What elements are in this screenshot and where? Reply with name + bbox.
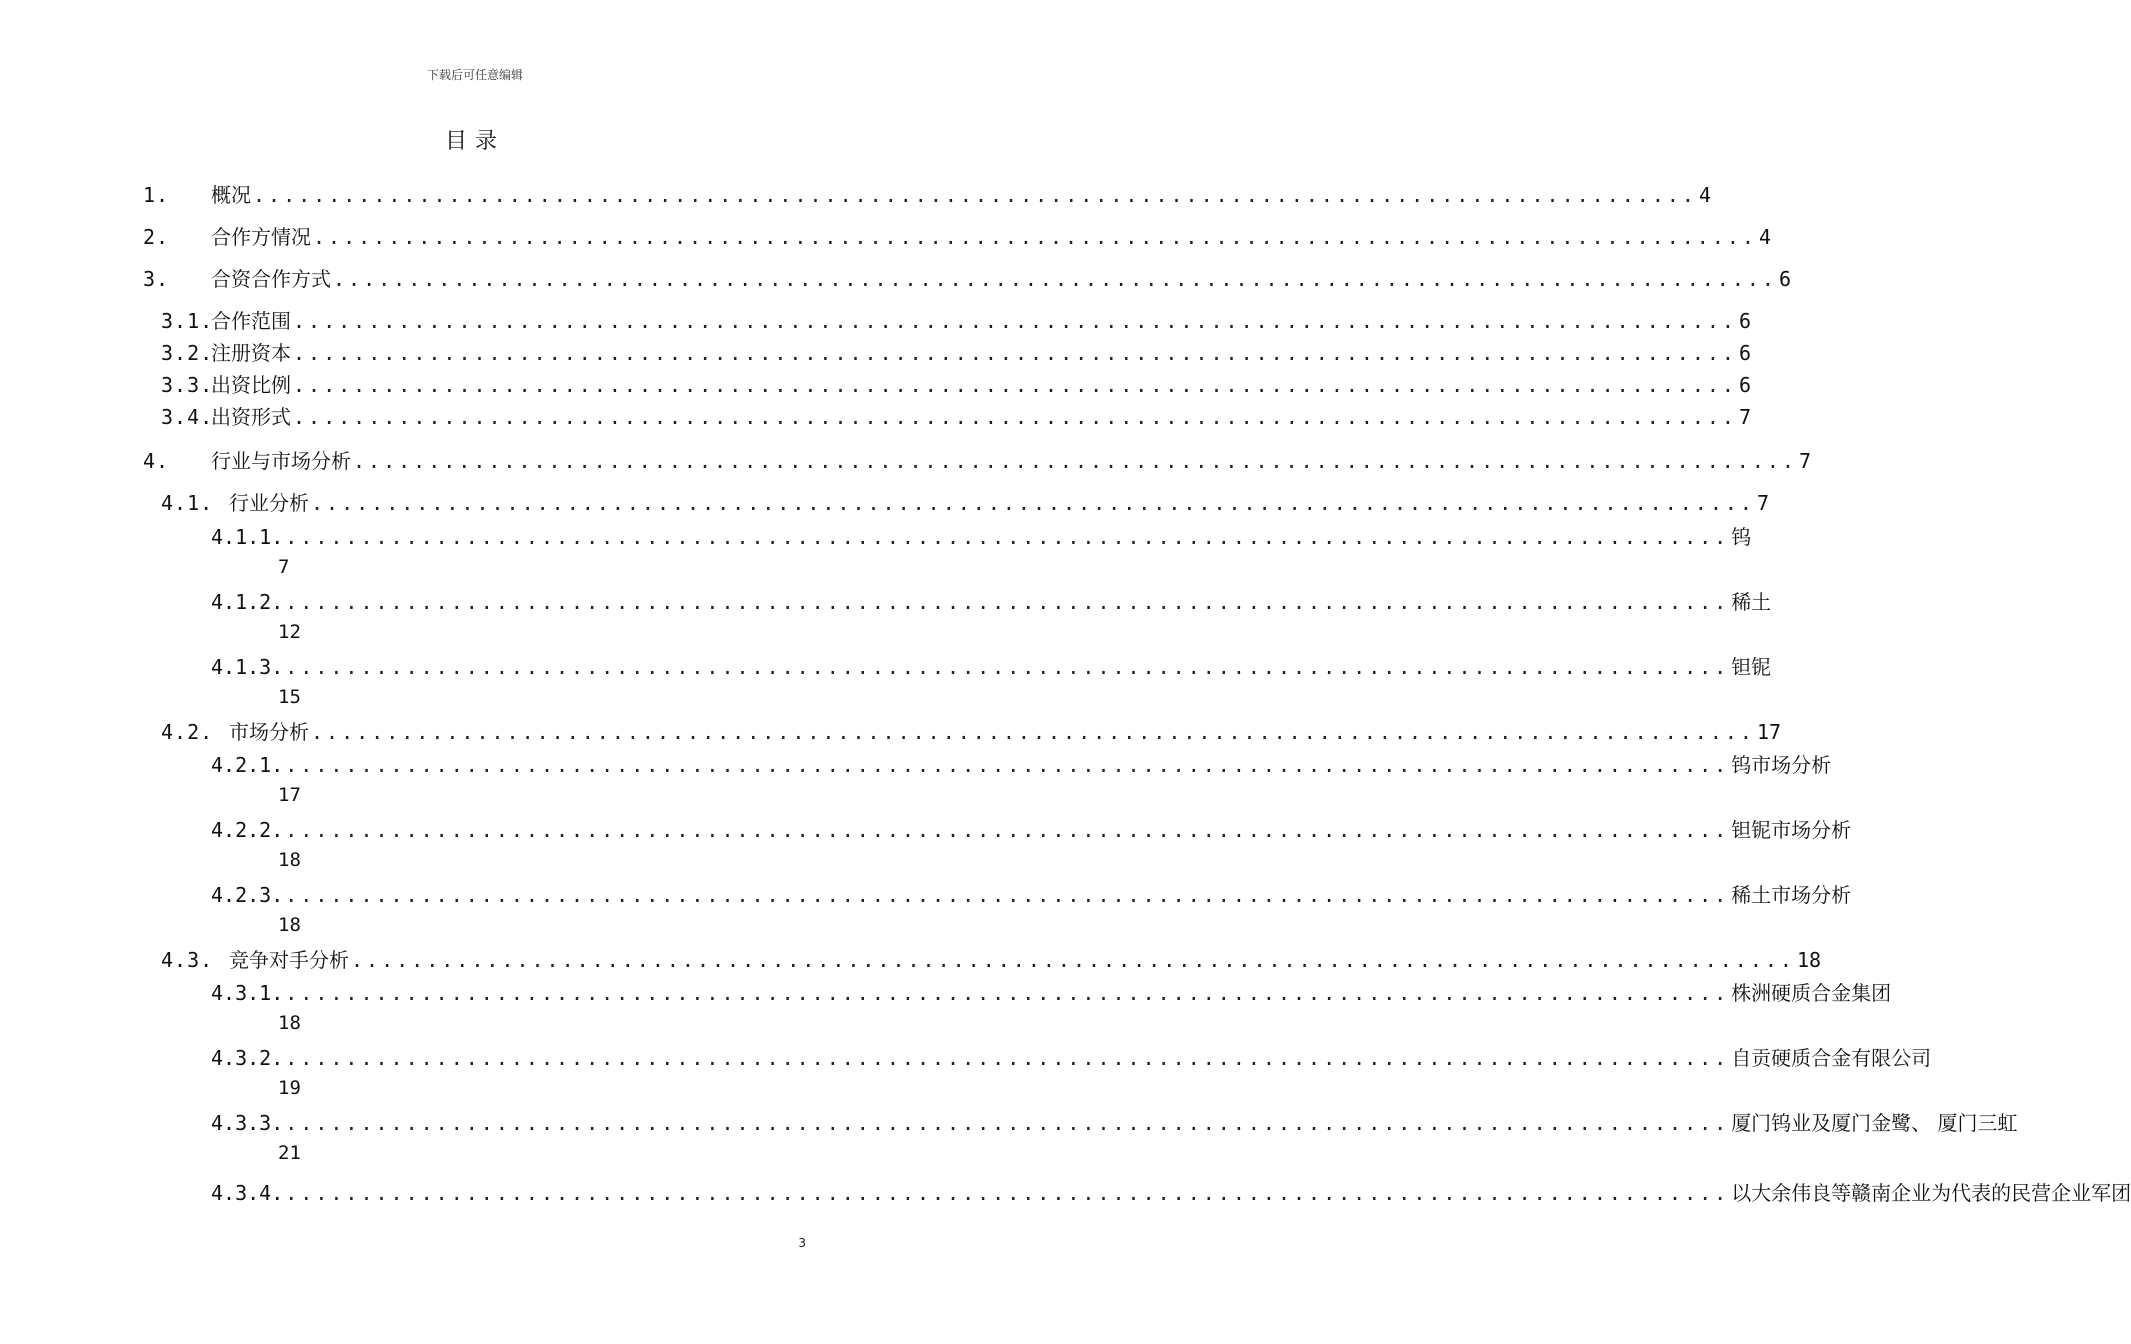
toc-entry-number: 4.3. [161,948,214,972]
toc-entry-number: 4.3.2. [211,1046,284,1070]
toc-entry-4-1-2[interactable] [0,585,1772,619]
toc-entry-3-4[interactable] [0,400,1751,434]
toc-entry-page: 6 [1738,309,1751,333]
toc-entry-number: 4. [143,449,170,473]
toc-entry-page: 7 [1738,405,1751,429]
toc-entry-4-3-3[interactable] [0,1106,2018,1140]
toc-entry-4-2-1[interactable] [0,748,1832,782]
toc-leader-dots: ................................................................................................ [253,183,1697,207]
toc-entry-3[interactable] [0,262,1791,296]
toc-leader-dots: ................................................................................................ [285,818,1730,842]
toc-entry-number: 4.2.3. [211,883,284,907]
toc-entry-number: 1. [143,183,170,207]
toc-entry-title: 市场分析 [229,720,309,744]
toc-entry-title: 行业分析 [229,491,309,515]
toc-leader-dots: ................................................................................................ [285,753,1730,777]
toc-leader-dots: ................................................................................................ [333,267,1777,291]
toc-entry-title: 厦门钨业及厦门金鹭、 厦门三虹 [1731,1111,2018,1135]
toc-entry-page: 18 [278,849,301,871]
toc-entry-4-2[interactable] [0,715,1782,749]
toc-leader-dots: ................................................................................................ [285,1046,1730,1070]
toc-entry-page: 6 [1738,341,1751,365]
toc-entry-number: 4.3.3. [211,1111,284,1135]
toc-entry-page: 17 [1756,720,1782,744]
toc-entry-title: 概况 [211,183,251,207]
toc-entry-number: 3. [143,267,170,291]
toc-entry-4-2-3[interactable] [0,878,1852,912]
toc-entry-page: 7 [1798,449,1811,473]
toc-entry-number: 4.1.2. [211,590,284,614]
toc-leader-dots: ................................................................................................ [293,405,1737,429]
toc-leader-dots: ................................................................................................ [285,981,1730,1005]
toc-leader-dots: ................................................................................................ [285,1111,1730,1135]
toc-leader-dots: ................................................................................................ [313,225,1757,249]
toc-entry-page: 19 [278,1077,301,1099]
toc-leader-dots: ................................................................................................ [285,590,1730,614]
toc-entry-4-1-1[interactable] [0,520,1752,554]
toc-leader-dots: ................................................................................................ [351,948,1795,972]
toc-entry-page: 18 [1796,948,1822,972]
toc-entry-title: 钽铌 [1731,655,1772,679]
toc-entry-page: 15 [278,686,301,708]
toc-entry-title: 行业与市场分析 [211,449,351,473]
toc-entry-4-2-2[interactable] [0,813,1852,847]
toc-entry-page: 21 [278,1142,301,1164]
toc-entry-page: 6 [1738,373,1751,397]
toc-entry-4[interactable] [0,444,1811,478]
toc-entry-4-1[interactable] [0,486,1769,520]
toc-entry-title: 稀土市场分析 [1731,883,1852,907]
toc-entry-3-2[interactable] [0,336,1751,370]
toc-entry-number: 4.2.1. [211,753,284,777]
toc-entry-title: 注册资本 [211,341,291,365]
toc-entry-4-3-2[interactable] [0,1041,1932,1075]
toc-entry-4-3-1[interactable] [0,976,1892,1010]
toc-leader-dots: ................................................................................................ [285,883,1730,907]
toc-entry-number: 4.2. [161,720,214,744]
toc-entry-number: 4.1.1. [211,525,284,549]
toc-leader-dots: ................................................................................................ [293,309,1737,333]
toc-entry-number: 2. [143,225,170,249]
toc-entry-page: 4 [1698,183,1711,207]
toc-entry-number: 3.1. [161,309,214,333]
page-number: 3 [798,1236,806,1250]
header-note: 下载后可任意编辑 [426,68,523,82]
toc-entry-2[interactable] [0,220,1771,254]
toc-entry-title: 钨市场分析 [1731,753,1832,777]
toc-entry-page: 6 [1778,267,1791,291]
toc-leader-dots: ................................................................................................ [285,1181,1730,1205]
toc-entry-number: 4.3.4. [211,1181,284,1205]
toc-entry-number: 3.3. [161,373,214,397]
toc-entry-title: 钽铌市场分析 [1731,818,1852,842]
toc-entry-title: 钨 [1731,525,1752,549]
toc-entry-number: 4.3.1. [211,981,284,1005]
toc-entry-number: 4.2.2. [211,818,284,842]
toc-entry-number: 3.4. [161,405,214,429]
toc-entry-3-1[interactable] [0,304,1751,338]
toc-leader-dots: ................................................................................................ [353,449,1797,473]
toc-entry-title: 出资形式 [211,405,291,429]
toc-entry-title: 株洲硬质合金集团 [1731,981,1892,1005]
toc-entry-number: 4.1. [161,491,214,515]
toc-entry-title: 合资合作方式 [211,267,331,291]
toc-entry-title: 稀土 [1731,590,1772,614]
toc-entry-page: 7 [278,556,290,578]
toc-leader-dots: ................................................................................................ [285,525,1730,549]
toc-entry-title: 出资比例 [211,373,291,397]
toc-entry-title: 自贡硬质合金有限公司 [1731,1046,1932,1070]
toc-entry-title: 竞争对手分析 [229,948,349,972]
toc-entry-page: 4 [1758,225,1771,249]
toc-entry-title: 合作方情况 [211,225,311,249]
page-title: 目录 [444,129,505,154]
toc-leader-dots: ................................................................................................ [293,373,1737,397]
toc-entry-page: 18 [278,914,301,936]
toc-entry-3-3[interactable] [0,368,1751,402]
toc-entry-4-1-3[interactable] [0,650,1772,684]
toc-entry-page: 18 [278,1012,301,1034]
toc-leader-dots: ................................................................................................ [285,655,1730,679]
toc-leader-dots: ................................................................................................ [311,720,1755,744]
toc-entry-title: 以大余伟良等赣南企业为代表的民营企业军团 [1731,1181,2131,1205]
toc-entry-4-3[interactable] [0,943,1822,977]
toc-entry-page: 12 [278,621,301,643]
toc-entry-page: 17 [278,784,301,806]
toc-entry-1[interactable] [0,178,1711,212]
toc-entry-number: 3.2. [161,341,214,365]
toc-entry-4-3-4[interactable] [0,1176,2131,1210]
toc-entry-title: 合作范围 [211,309,291,333]
toc-leader-dots: ................................................................................................ [311,491,1755,515]
toc-entry-number: 4.1.3. [211,655,284,679]
toc-leader-dots: ................................................................................................ [293,341,1737,365]
toc-entry-page: 7 [1756,491,1769,515]
